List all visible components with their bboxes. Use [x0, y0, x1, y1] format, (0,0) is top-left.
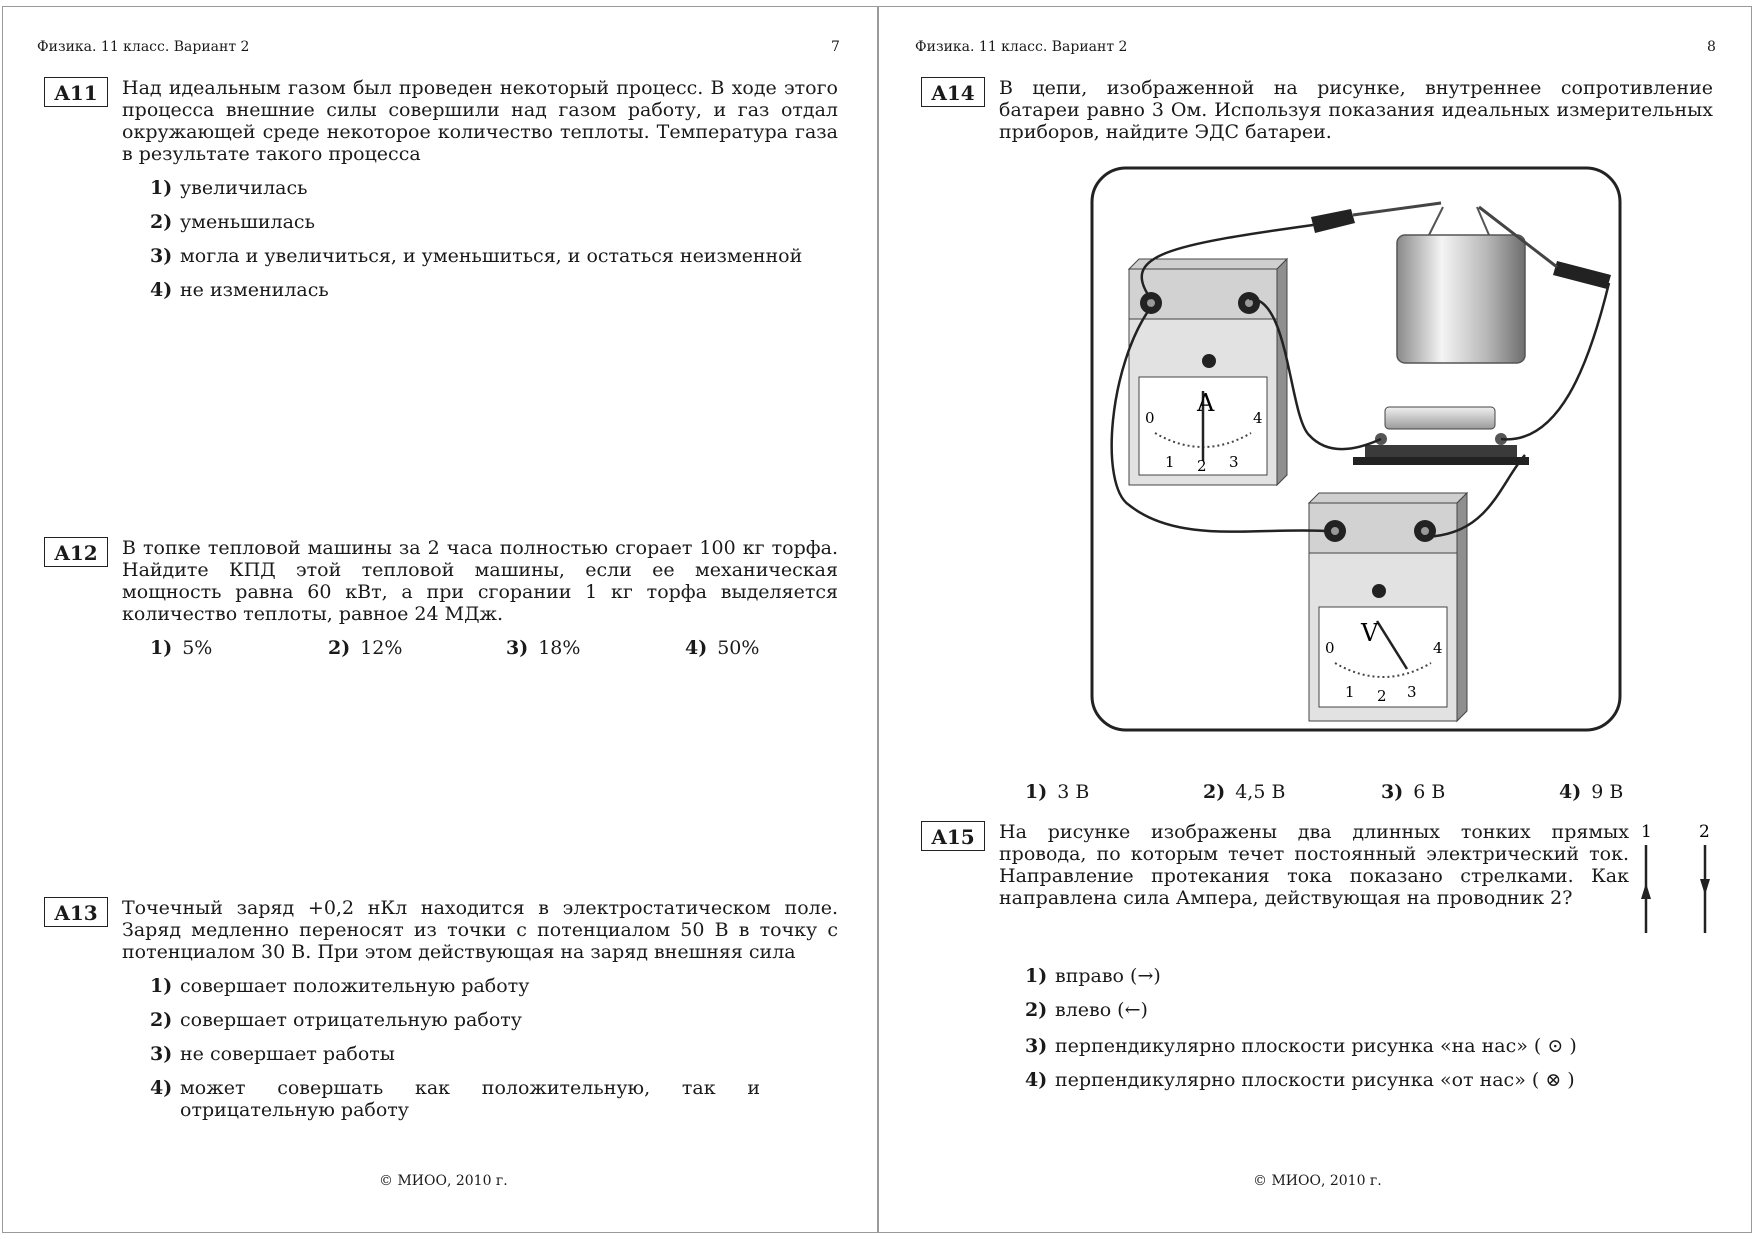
- answer-option-2[interactable]: 2) совершает отрицательную работу: [150, 1009, 522, 1031]
- answer-option-4[interactable]: 4) 9 В: [1559, 781, 1624, 803]
- answer-option-4[interactable]: 4) перпендикулярно плоскости рисунка «от нас» ( ⊗ ): [1025, 1069, 1575, 1091]
- scale-label: 2: [1377, 687, 1387, 705]
- scale-label: 1: [1345, 683, 1355, 701]
- left-page: [2, 6, 878, 1233]
- question-text: В топке тепловой машины за 2 часа полностью сгорает 100 кг торфа. Найдите КПД этой тепловой машины, если ее механическая мощность равна 60 кВт, а при сгорании 1 кг торфа выделяется количество теплоты, равное 24 МДж.: [122, 537, 838, 625]
- page-number: 7: [831, 39, 840, 55]
- answer-option-3[interactable]: 3) не совершает работы: [150, 1043, 395, 1065]
- answer-option-2[interactable]: 2) влево (←): [1025, 999, 1148, 1021]
- scale-label: 0: [1325, 639, 1335, 657]
- answer-option-2[interactable]: 2) уменьшилась: [150, 211, 315, 233]
- scale-label: 2: [1197, 457, 1207, 475]
- scale-label: 3: [1229, 453, 1239, 471]
- answer-option-4[interactable]: 4) 50%: [685, 637, 760, 659]
- answer-option-1[interactable]: 1) 3 В: [1025, 781, 1090, 803]
- answer-option-2[interactable]: 2) 12%: [328, 637, 403, 659]
- scale-label: 1: [1165, 453, 1175, 471]
- answer-option-4[interactable]: 4) не изменилась: [150, 279, 329, 301]
- scale-label: 0: [1145, 409, 1155, 427]
- right-page: [878, 6, 1752, 1233]
- page-header: Физика. 11 класс. Вариант 2: [37, 39, 250, 55]
- task-label: A15: [921, 821, 985, 851]
- page-number: 8: [1707, 39, 1716, 55]
- wires-figure: [1635, 819, 1721, 939]
- circuit-figure: [1089, 165, 1623, 735]
- task-label: A14: [921, 77, 985, 107]
- answer-option-3[interactable]: 3) перпендикулярно плоскости рисунка «на нас» ( ⊙ ): [1025, 1035, 1577, 1057]
- answer-option-4[interactable]: 4) может совершать как положительную, так и отрицательную работу: [150, 1077, 760, 1121]
- ammeter-letter: A: [1197, 389, 1215, 417]
- task-label: A11: [44, 77, 108, 107]
- arrow-down-icon: [1700, 879, 1710, 895]
- answer-option-3[interactable]: 3) 6 В: [1381, 781, 1446, 803]
- answer-option-3[interactable]: 3) могла и увеличиться, и уменьшиться, и остаться неизменной: [150, 245, 803, 267]
- question-text: На рисунке изображены два длинных тонких прямых провода, по которым течет постоянный электрический ток. Направление протекания тока показано стрелками. Как направлена сила Ампера, действующая на проводник 2?: [999, 821, 1629, 909]
- question-text: Точечный заряд +0,2 нКл находится в электростатическом поле. Заряд медленно переносят из точки с потенциалом 50 В в точку с потенциалом 30 В. При этом действующая на заряд внешняя сила: [122, 897, 838, 963]
- page-footer: © МИОО, 2010 г.: [1253, 1173, 1382, 1189]
- task-label: A12: [44, 537, 108, 567]
- task-label: A13: [44, 897, 108, 927]
- answer-option-1[interactable]: 1) 5%: [150, 637, 213, 659]
- page-header: Физика. 11 класс. Вариант 2: [915, 39, 1128, 55]
- question-text: В цепи, изображенной на рисунке, внутреннее сопротивление батареи равно 3 Ом. Используя показания идеальных измерительных приборов, найдите ЭДС батареи.: [999, 77, 1713, 143]
- scale-label: 3: [1407, 683, 1417, 701]
- answer-option-1[interactable]: 1) совершает положительную работу: [150, 975, 530, 997]
- voltmeter: [1309, 493, 1467, 721]
- ammeter: [1129, 259, 1287, 485]
- wire-2-label: 2: [1699, 822, 1710, 842]
- wire-1-label: 1: [1641, 822, 1652, 842]
- question-text: Над идеальным газом был проведен некоторый процесс. В ходе этого процесса внешние силы совершили над газом работу, и газ отдал окружающей среде некоторое количество теплоты. Температура газа в результате такого процесса: [122, 77, 838, 165]
- voltmeter-letter: V: [1361, 619, 1379, 647]
- answer-option-3[interactable]: 3) 18%: [506, 637, 581, 659]
- answer-option-1[interactable]: 1) увеличилась: [150, 177, 308, 199]
- arrow-up-icon: [1641, 883, 1651, 899]
- scale-label: 4: [1433, 639, 1443, 657]
- answer-option-2[interactable]: 2) 4,5 В: [1203, 781, 1286, 803]
- page-footer: © МИОО, 2010 г.: [379, 1173, 508, 1189]
- scale-label: 4: [1253, 409, 1263, 427]
- answer-option-1[interactable]: 1) вправо (→): [1025, 965, 1161, 987]
